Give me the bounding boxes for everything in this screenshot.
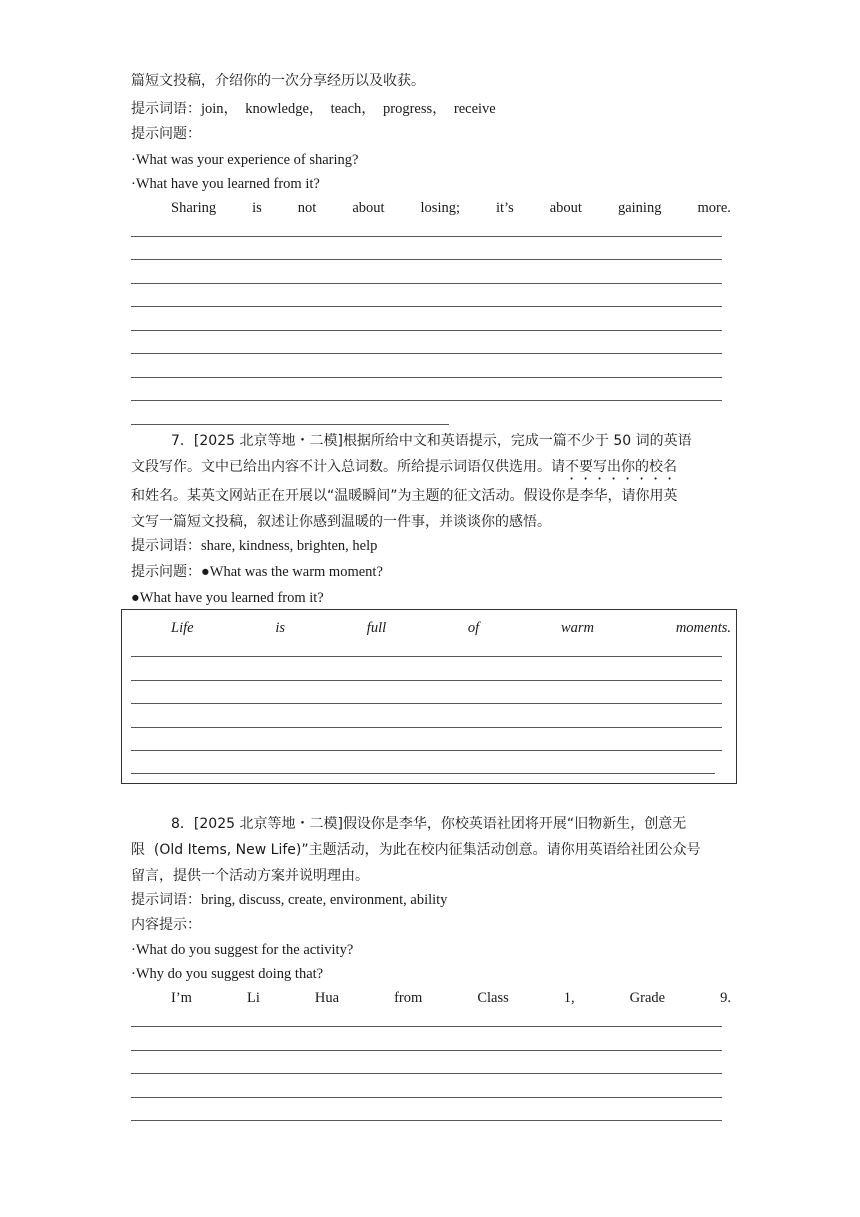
writing-line[interactable] — [131, 353, 722, 354]
section7-questions — [131, 563, 383, 581]
opening-word: Hua — [314, 990, 340, 1006]
writing-line[interactable] — [131, 330, 722, 331]
section8-opening-sentence — [171, 989, 731, 1007]
writing-line[interactable] — [131, 1050, 722, 1051]
opening-word: more. — [697, 200, 731, 216]
writing-line[interactable] — [131, 703, 722, 704]
opening-word: about — [549, 200, 582, 216]
opening-word: is — [275, 620, 286, 636]
opening-word: 1, — [563, 990, 575, 1006]
section6-questions-label: 提示问题： — [131, 126, 201, 142]
emphasis-text: 不要写出你的校名 — [565, 459, 677, 475]
opening-word: Li — [246, 990, 260, 1006]
keywords-text: join， knowledge， teach， progress， receive — [201, 101, 496, 117]
question-number: 7． — [171, 433, 194, 449]
question-1: ●What was the warm moment? — [201, 564, 383, 580]
section8-content-label: 内容提示： — [131, 917, 201, 933]
writing-line[interactable] — [131, 1073, 722, 1074]
section7-question-2: ●What have you learned from it? — [131, 590, 324, 606]
section8-prompt: 8．[2025 北京等地・二模]假设你是李华，你校英语社团将开展“旧物新生，创意无 限 (Old Items, New Life)”主题活动，为此在校内征集活动创意。请你用英语给社团公众号 留言，提供一个活动方案并说明理由。 — [131, 816, 701, 884]
section7-prompt: 7．[2025 北京等地・二模]根据所给中文和英语提示，完成一篇不少于 50 词的英语 文段写作。文中已给出内容不计入总词数。所给提示词语仅供选用。请不要写出你的校名 和姓名。某英文网站正在开展以“温暖瞬间”为主题的征文活动。假设你是李华，请你用英 文写一篇短文投稿，叙述让你感到温暖的一件事，并谈谈你的感悟。 — [131, 433, 692, 530]
writing-line[interactable] — [131, 306, 722, 307]
writing-line[interactable] — [131, 727, 722, 728]
opening-word: Sharing — [171, 200, 217, 216]
opening-word: not — [297, 200, 317, 216]
opening-word: it’s — [496, 200, 514, 216]
question-source: [2025 北京等地・二模] — [193, 816, 343, 832]
writing-line[interactable] — [131, 773, 715, 774]
writing-line[interactable] — [131, 424, 449, 425]
writing-line[interactable] — [131, 1026, 722, 1027]
writing-line[interactable] — [131, 400, 722, 401]
question-number: 8． — [171, 816, 194, 832]
opening-word: Life — [171, 620, 194, 636]
section8-question-2: ·Why do you suggest doing that? — [131, 966, 324, 982]
writing-line[interactable] — [131, 656, 722, 657]
opening-word: full — [366, 620, 387, 636]
writing-line[interactable] — [131, 236, 722, 237]
section6-intro: 篇短文投稿，介绍你的一次分享经历以及收获。 — [131, 73, 425, 89]
opening-word: is — [252, 200, 262, 216]
keywords-label: 提示词语： — [131, 101, 201, 117]
section8-keywords — [131, 891, 447, 909]
keywords-label: 提示词语： — [131, 538, 201, 554]
opening-word: warm — [560, 620, 595, 636]
writing-line[interactable] — [131, 1097, 722, 1098]
opening-word: about — [352, 200, 385, 216]
writing-line[interactable] — [131, 750, 722, 751]
opening-word: from — [394, 990, 423, 1006]
section8-question-1: ·What do you suggest for the activity? — [131, 942, 354, 958]
section7-keywords — [131, 537, 377, 555]
opening-word: losing; — [420, 200, 461, 216]
opening-word: 9. — [720, 990, 731, 1006]
opening-word: Grade — [629, 990, 666, 1006]
opening-word: I’m — [171, 990, 192, 1006]
keywords-text: bring, discuss, create, environment, ability — [201, 892, 448, 908]
section6-question-2: ·What have you learned from it? — [131, 176, 320, 192]
writing-line[interactable] — [131, 680, 722, 681]
questions-label: 提示问题： — [131, 564, 201, 580]
section6-keywords — [131, 100, 496, 118]
keywords-label: 提示词语： — [131, 892, 201, 908]
writing-line[interactable] — [131, 1120, 722, 1121]
writing-line[interactable] — [131, 283, 722, 284]
opening-word: of — [467, 620, 480, 636]
question-source: [2025 北京等地・二模] — [193, 433, 343, 449]
writing-line[interactable] — [131, 377, 722, 378]
opening-word: Class — [477, 990, 509, 1006]
opening-word: moments. — [675, 620, 731, 636]
writing-line[interactable] — [131, 259, 722, 260]
keywords-text: share, kindness, brighten, help — [201, 538, 378, 554]
section6-question-1: ·What was your experience of sharing? — [131, 152, 359, 168]
section7-opening-sentence — [171, 619, 731, 637]
section6-opening-sentence — [171, 199, 731, 217]
opening-word: gaining — [617, 200, 662, 216]
